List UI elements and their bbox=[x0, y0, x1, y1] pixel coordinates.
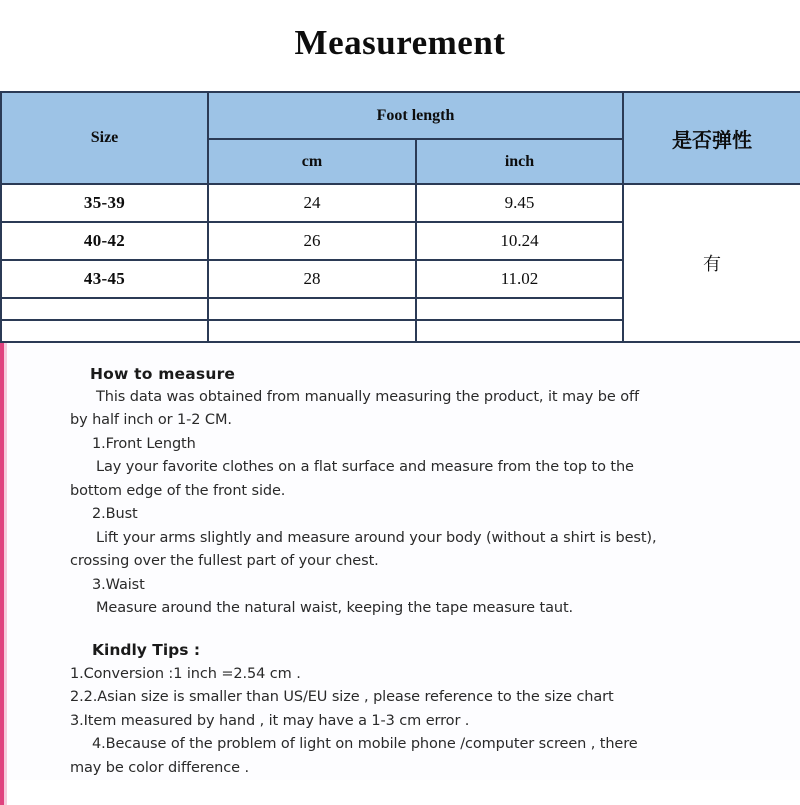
kindly-tips-block bbox=[20, 641, 740, 780]
measure-item-text-3: Measure around the natural waist, keeping the tape measure taut. bbox=[96, 600, 574, 617]
cell-empty bbox=[208, 298, 416, 320]
cell-inch: 10.24 bbox=[416, 222, 623, 260]
cell-empty bbox=[1, 298, 208, 320]
kindly-tip-line-1: 1.Conversion :1 inch =2.54 cm . bbox=[70, 665, 301, 682]
cell-cm: 24 bbox=[208, 184, 416, 222]
how-to-measure-intro: This data was obtained from manually measuring the product, it may be off by half inch or 1-2 CM. bbox=[70, 389, 639, 429]
cell-inch: 9.45 bbox=[416, 184, 623, 222]
info-panel bbox=[0, 343, 800, 780]
size-chart-table bbox=[0, 91, 800, 343]
title-band bbox=[0, 0, 800, 91]
cell-empty bbox=[416, 320, 623, 342]
kindly-tip-line-2: 2.2.Asian size is smaller than US/EU size , please reference to the size chart bbox=[70, 689, 614, 706]
header-inch: inch bbox=[416, 139, 623, 184]
cell-cm: 28 bbox=[208, 260, 416, 298]
page-title: Measurement bbox=[294, 23, 506, 62]
info-content bbox=[0, 365, 800, 780]
measure-item-label-3: 3.Waist bbox=[92, 576, 145, 593]
cell-size: 43-45 bbox=[1, 260, 208, 298]
header-elasticity: 是否弹性 bbox=[623, 92, 800, 184]
cell-empty bbox=[208, 320, 416, 342]
cell-size: 40-42 bbox=[1, 222, 208, 260]
cell-inch: 11.02 bbox=[416, 260, 623, 298]
cell-empty bbox=[416, 298, 623, 320]
header-cm: cm bbox=[208, 139, 416, 184]
kindly-tips-heading: Kindly Tips : bbox=[92, 640, 201, 659]
kindly-tip-line-3: 3.Item measured by hand , it may have a 1-3 cm error . bbox=[70, 712, 470, 729]
measure-item-text-2: Lift your arms slightly and measure around your body (without a shirt is best), crossing over the fullest part of your chest. bbox=[70, 529, 657, 570]
cell-elasticity-value: 有 bbox=[623, 184, 800, 342]
measure-item-label-1: 1.Front Length bbox=[92, 435, 196, 452]
header-size: Size bbox=[1, 92, 208, 184]
measure-item-label-2: 2.Bust bbox=[92, 506, 138, 523]
how-to-measure-heading: How to measure bbox=[90, 365, 236, 383]
pink-accent-edge-soft bbox=[4, 343, 7, 805]
table-row bbox=[1, 184, 800, 222]
header-foot-length: Foot length bbox=[208, 92, 623, 139]
kindly-tip-line-4: 4.Because of the problem of light on mobile phone /computer screen , there may be color difference . bbox=[70, 736, 638, 776]
cell-empty bbox=[1, 320, 208, 342]
cell-cm: 26 bbox=[208, 222, 416, 260]
table-header-row-primary bbox=[1, 92, 800, 139]
measure-item-text-1: Lay your favorite clothes on a flat surface and measure from the top to the bottom edge of the front side. bbox=[70, 459, 634, 499]
cell-size: 35-39 bbox=[1, 184, 208, 222]
